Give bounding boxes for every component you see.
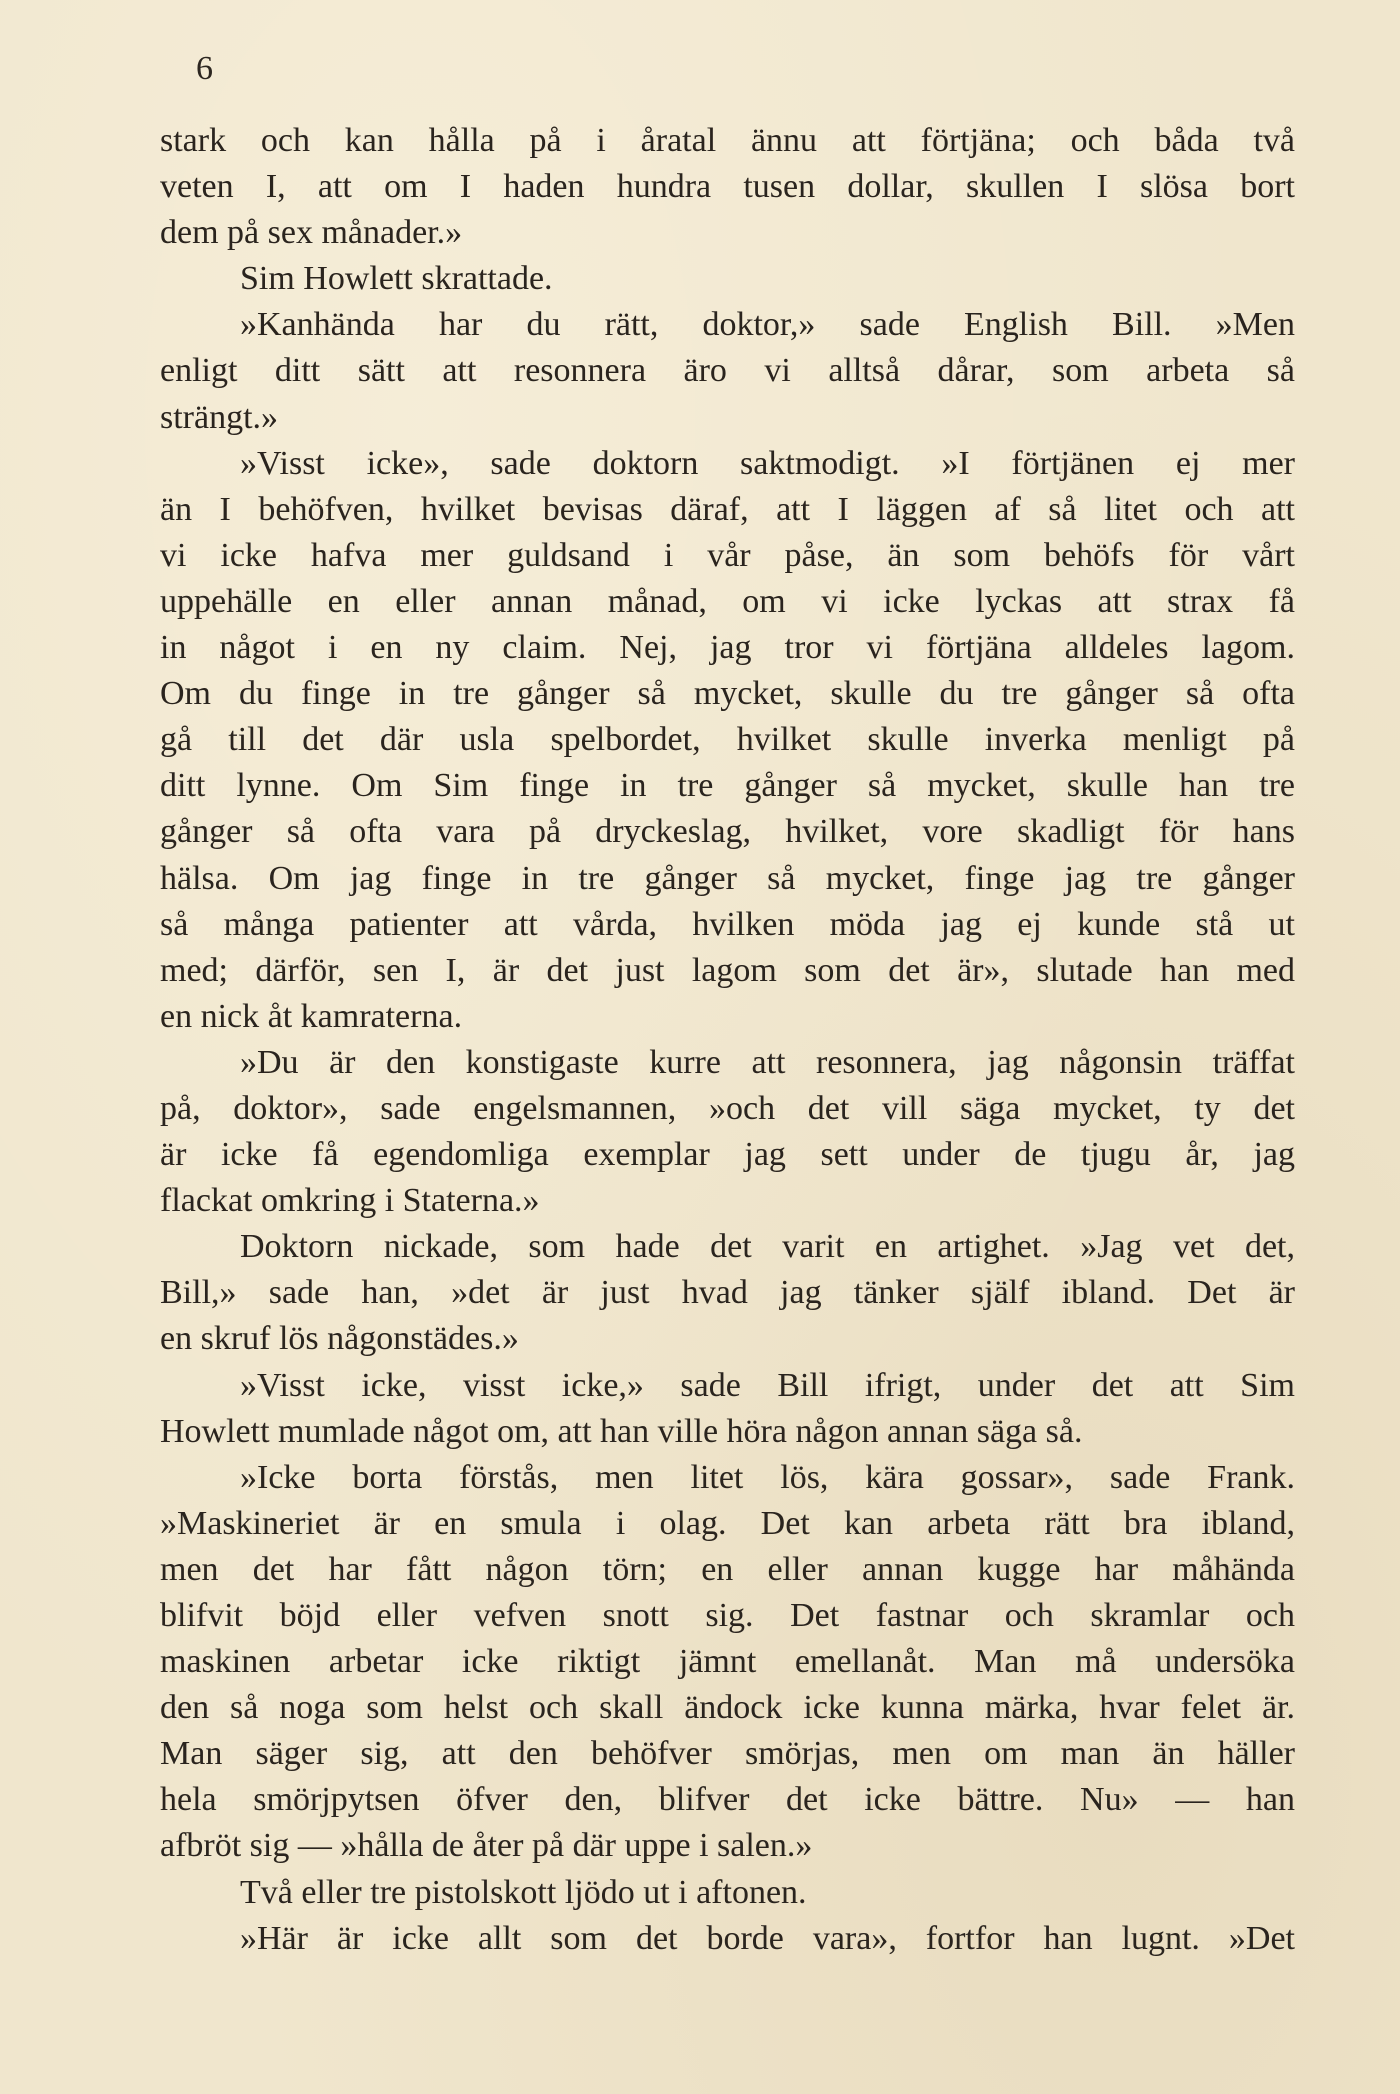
text-line: men det har fått någon törn; en eller annan kugge har måhända	[160, 1550, 1295, 1588]
text-line: Howlett mumlade något om, att han ville höra någon annan säga så.	[160, 1412, 1083, 1450]
text-line: Om du finge in tre gånger så mycket, skulle du tre gånger så ofta	[160, 675, 1295, 713]
page-number: 6	[196, 50, 213, 87]
text-line: »Visst icke, visst icke,» sade Bill ifrigt, under det att Sim	[240, 1366, 1295, 1404]
text-line: uppehälle en eller annan månad, om vi icke lyckas att strax få	[160, 582, 1295, 620]
text-line: »Icke borta förstås, men litet lös, kära gossar», sade Frank.	[240, 1458, 1295, 1496]
text-line: afbröt sig — »hålla de åter på där uppe i salen.»	[160, 1827, 813, 1865]
text-line: veten I, att om I haden hundra tusen dollar, skullen I slösa bort	[160, 168, 1295, 206]
text-line: »Här är icke allt som det borde vara», fortfor han lugnt. »Det	[240, 1919, 1295, 1957]
text-line: enligt ditt sätt att resonnera äro vi alltså dårar, som arbeta så	[160, 352, 1295, 390]
text-line: ditt lynne. Om Sim finge in tre gånger så mycket, skulle han tre	[160, 767, 1295, 805]
text-line: än I behöfven, hvilket bevisas däraf, att I läggen af så litet och att	[160, 490, 1295, 528]
text-line: »Visst icke», sade doktorn saktmodigt. »I förtjänen ej mer	[240, 444, 1295, 482]
text-line: blifvit böjd eller vefven snott sig. Det fastnar och skramlar och	[160, 1597, 1295, 1634]
body-text	[160, 118, 1295, 1962]
text-line: på, doktor», sade engelsmannen, »och det vill säga mycket, ty det	[160, 1089, 1295, 1127]
text-line: så många patienter att vårda, hvilken möda jag ej kunde stå ut	[160, 905, 1295, 943]
text-line: strängt.»	[160, 398, 279, 436]
text-line: »Kanhända har du rätt, doktor,» sade English Bill. »Men	[240, 306, 1295, 344]
text-line: »Maskineriet är en smula i olag. Det kan arbeta rätt bra ibland,	[160, 1504, 1295, 1542]
text-line: maskinen arbetar icke riktigt jämnt emellanåt. Man må undersöka	[160, 1643, 1295, 1681]
text-line: en skruf lös någonstädes.»	[160, 1320, 519, 1358]
text-line: en nick åt kamraterna.	[160, 997, 463, 1035]
text-line: den så noga som helst och skall ändock icke kunna märka, hvar felet är.	[160, 1689, 1295, 1727]
text-line: Två eller tre pistolskott ljödo ut i aftonen.	[240, 1873, 807, 1911]
text-line: hälsa. Om jag finge in tre gånger så mycket, finge jag tre gånger	[160, 859, 1295, 897]
text-line: Sim Howlett skrattade.	[240, 260, 553, 298]
text-line: vi icke hafva mer guldsand i vår påse, än som behöfs för vårt	[160, 536, 1295, 574]
text-line: gånger så ofta vara på dryckeslag, hvilket, vore skadligt för hans	[160, 813, 1295, 851]
text-line: Bill,» sade han, »det är just hvad jag tänker själf ibland. Det är	[160, 1274, 1295, 1312]
text-line: Man säger sig, att den behöfver smörjas, men om man än häller	[160, 1735, 1295, 1773]
text-line: hela smörjpytsen öfver den, blifver det icke bättre. Nu» — han	[160, 1781, 1295, 1819]
text-line: är icke få egendomliga exemplar jag sett under de tjugu år, jag	[160, 1136, 1295, 1174]
text-line: flackat omkring i Staterna.»	[160, 1182, 540, 1220]
text-line: stark och kan hålla på i åratal ännu att förtjäna; och båda två	[160, 122, 1295, 159]
text-line: gå till det där usla spelbordet, hvilket skulle inverka menligt på	[160, 721, 1295, 759]
text-line: dem på sex månader.»	[160, 214, 463, 252]
text-line: »Du är den konstigaste kurre att resonnera, jag någonsin träffat	[240, 1043, 1295, 1081]
text-line: in något i en ny claim. Nej, jag tror vi förtjäna alldeles lagom.	[160, 629, 1295, 667]
text-line: med; därför, sen I, är det just lagom som det är», slutade han med	[160, 951, 1295, 989]
text-line: Doktorn nickade, som hade det varit en artighet. »Jag vet det,	[240, 1228, 1295, 1266]
